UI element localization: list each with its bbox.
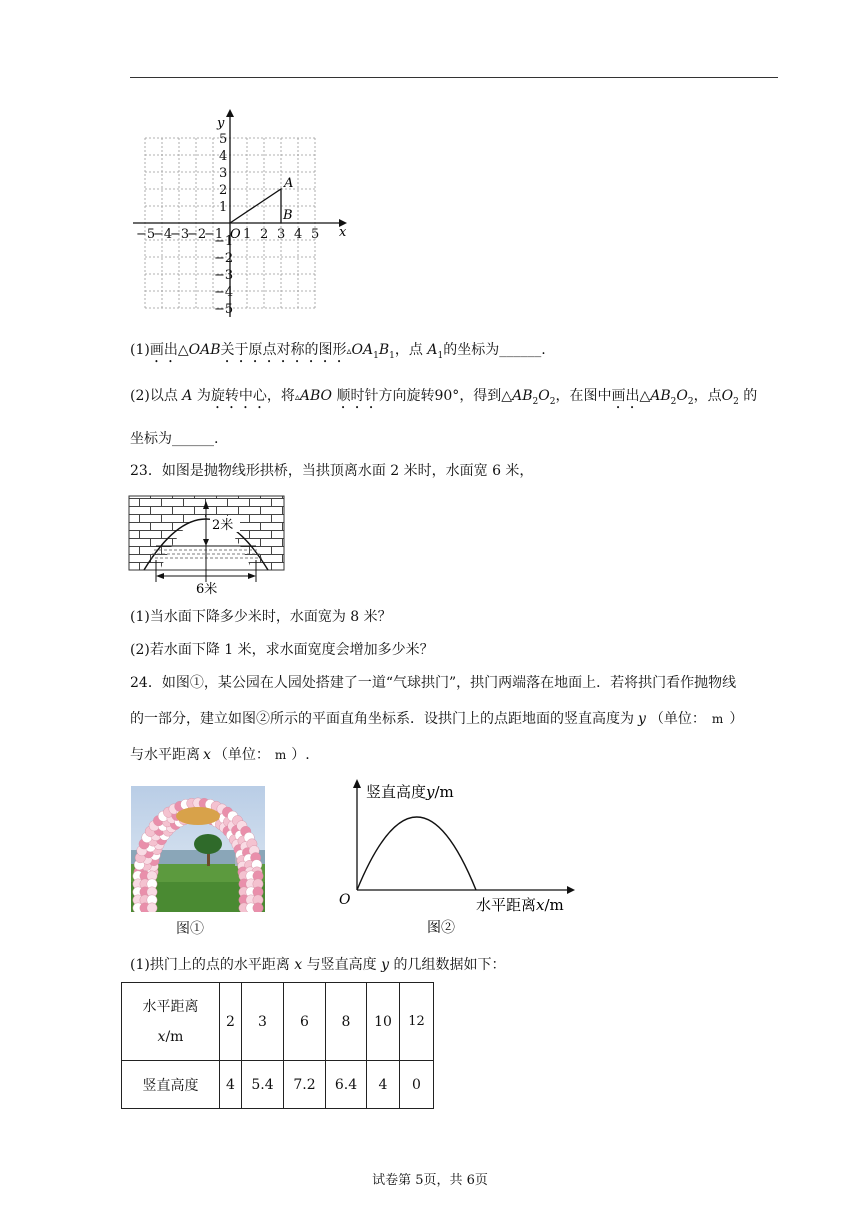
math-sub: 2: [733, 396, 739, 407]
text: （单位：: [213, 747, 270, 763]
y-tick-label: 2: [219, 183, 228, 198]
text: 为: [192, 388, 211, 404]
math-var: O: [676, 388, 688, 404]
table-cell: 5.4: [242, 1061, 284, 1109]
math-var: O: [721, 388, 734, 404]
arch-parabola: [357, 817, 476, 890]
emphasis-text: 画出: [611, 388, 640, 404]
q24-stem-line3: [130, 745, 310, 765]
parabola-figure: [335, 776, 580, 941]
unit: m: [711, 712, 724, 726]
y-axis-arrow-icon: [353, 779, 361, 788]
arrow-down-icon: [203, 539, 209, 546]
answer-blank: 的坐标为______.: [443, 342, 546, 358]
table-cell: 4: [220, 1061, 242, 1109]
math-var: y: [638, 711, 646, 727]
coordinate-grid-figure: [125, 107, 350, 322]
math-var: A: [182, 388, 193, 404]
origin-label: O: [230, 227, 241, 242]
math-sub: 2: [687, 396, 694, 407]
math-var: x: [294, 957, 303, 973]
q24-part1: [130, 955, 505, 975]
math-var: ABO: [299, 388, 333, 404]
math-sub: 2: [670, 396, 677, 407]
text: 与竖直高度: [302, 957, 382, 973]
text: 与水平距离: [130, 747, 200, 763]
x-tick-label: −5: [136, 227, 156, 242]
y-tick-label: −2: [214, 251, 234, 266]
y-axis-label: 竖直高度y/m: [366, 783, 454, 801]
x-axis-label: 水平距离x/m: [476, 896, 564, 914]
unit: m: [274, 748, 287, 762]
q23-stem: 23．如图是抛物线形拱桥，当拱顶离水面 2 米时，水面宽 6 米，: [130, 463, 534, 479]
balloon: [253, 903, 263, 912]
math-var: O: [538, 388, 550, 404]
text: (1)拱门上的点的水平距离: [130, 957, 295, 973]
x-tick-label: 3: [277, 227, 286, 242]
triangle-symbol: △: [639, 388, 651, 404]
text: ，将: [266, 388, 295, 404]
math-var: B: [378, 342, 390, 358]
x-tick-label: −1: [204, 227, 224, 242]
arch-ornament: [176, 807, 220, 825]
table-cell: 3: [242, 983, 284, 1061]
point-a-label: A: [284, 176, 294, 191]
table-cell: 7.2: [284, 1061, 326, 1109]
math-var: AB: [512, 388, 533, 404]
arrow-left-icon: [156, 573, 164, 579]
q22-part2-line2: 坐标为______.: [130, 431, 219, 447]
table-cell: 4: [367, 1061, 400, 1109]
y-axis-label: y: [217, 116, 225, 131]
x-tick-label: −2: [187, 227, 207, 242]
y-tick-label: −1: [214, 234, 234, 249]
q22-part1: [130, 340, 546, 366]
emphasis-text: 画出: [149, 342, 178, 358]
math-var: A: [427, 342, 438, 358]
table-row: [122, 983, 434, 1061]
table-cell: 6.4: [326, 1061, 367, 1109]
math-sub: 2: [549, 396, 556, 407]
table-cell: 10: [367, 983, 400, 1061]
math-sub: 1: [373, 350, 379, 361]
x-tick-label: 2: [260, 227, 269, 242]
table-cell: 12: [400, 983, 434, 1061]
page-footer: 试卷第 5页，共 6页: [372, 1173, 488, 1188]
part-number: (1): [130, 342, 150, 358]
text: 的几组数据如下：: [389, 957, 506, 973]
y-tick-label: −5: [214, 302, 234, 317]
balloon-arch-photo: [131, 786, 265, 912]
point-b-label: B: [283, 208, 293, 223]
math-var: OA: [351, 342, 374, 358]
y-tick-label: −4: [214, 285, 234, 300]
q24-stem-line1: 24．如图①，某公园在人园处搭建了一道“气球拱门”，拱门两端落在地面上．若将拱门看作抛物线: [130, 675, 737, 691]
x-tick-label: 4: [294, 227, 303, 242]
fig2-caption: 图②: [427, 920, 455, 936]
text: ）.: [291, 747, 310, 763]
header-rule: [130, 77, 778, 78]
table-cell: 2: [220, 983, 242, 1061]
y-tick-label: 1: [219, 200, 228, 215]
math-var: AB: [650, 388, 671, 404]
arrow-right-icon: [248, 573, 256, 579]
table-row: [122, 1061, 434, 1109]
balloon: [147, 903, 157, 912]
text: (2)以点: [130, 388, 183, 404]
math-var: x: [203, 747, 211, 763]
y-axis-arrow-icon: [226, 109, 234, 117]
emphasis-text: 旋转中心: [210, 388, 267, 404]
text: ，在图中: [555, 388, 612, 404]
x-tick-label: 1: [243, 227, 252, 242]
q22-part2: [130, 386, 757, 412]
math-var: OAB: [188, 342, 221, 358]
x-axis-arrow-icon: [567, 886, 575, 894]
math-var: y: [381, 957, 390, 973]
text: ，点: [394, 342, 428, 358]
math-sub: 1: [437, 350, 444, 361]
table-cell: 0: [400, 1061, 434, 1109]
width-label: 6米: [196, 582, 218, 596]
x-tick-label: −3: [170, 227, 190, 242]
text: 的一部分，建立如图②所示的平面直角坐标系．设拱门上的点距地面的竖直高度为: [130, 711, 634, 727]
angle: 90°: [434, 388, 460, 404]
y-tick-label: 5: [219, 132, 228, 147]
triangle-symbol: ▵: [294, 392, 300, 403]
height-label: 2米: [212, 518, 234, 533]
origin-label: O: [339, 892, 351, 908]
text: 方向旋转: [378, 388, 435, 404]
text: ）: [729, 711, 744, 727]
triangle-symbol: ▵: [346, 346, 352, 357]
row1-header: 水平距离 x/m: [122, 983, 220, 1061]
q23-part2: (2)若水面下降 1 米，求水面宽度会增加多少米？: [130, 642, 434, 658]
math-sub: 2: [532, 396, 539, 407]
y-tick-label: 4: [219, 149, 228, 164]
table-cell: 6: [284, 983, 326, 1061]
arch-bridge-figure: [128, 490, 288, 596]
y-tick-label: −3: [214, 268, 234, 283]
q23-part1: (1)当水面下降多少米时，水面宽为 8 米？: [130, 609, 392, 625]
data-table: [121, 982, 434, 1109]
fig1-caption: 图①: [176, 921, 204, 937]
x-tick-label: 5: [311, 227, 320, 242]
x-tick-label: −4: [153, 227, 173, 242]
math-sub: 1: [389, 350, 395, 361]
emphasis-text: 顺时针: [336, 388, 379, 404]
text: ，点: [693, 388, 722, 404]
emphasis-text: 关于原点对称的图形: [220, 342, 347, 358]
x-axis-label: x: [339, 225, 347, 240]
row2-header: 竖直高度: [122, 1061, 220, 1109]
y-tick-label: 3: [219, 166, 228, 181]
q24-stem-line2: [130, 709, 743, 729]
text: ，得到△: [459, 388, 513, 404]
text: 的: [738, 388, 758, 404]
triangle-symbol: △: [177, 342, 189, 358]
text: （单位：: [649, 711, 706, 727]
table-cell: 8: [326, 983, 367, 1061]
